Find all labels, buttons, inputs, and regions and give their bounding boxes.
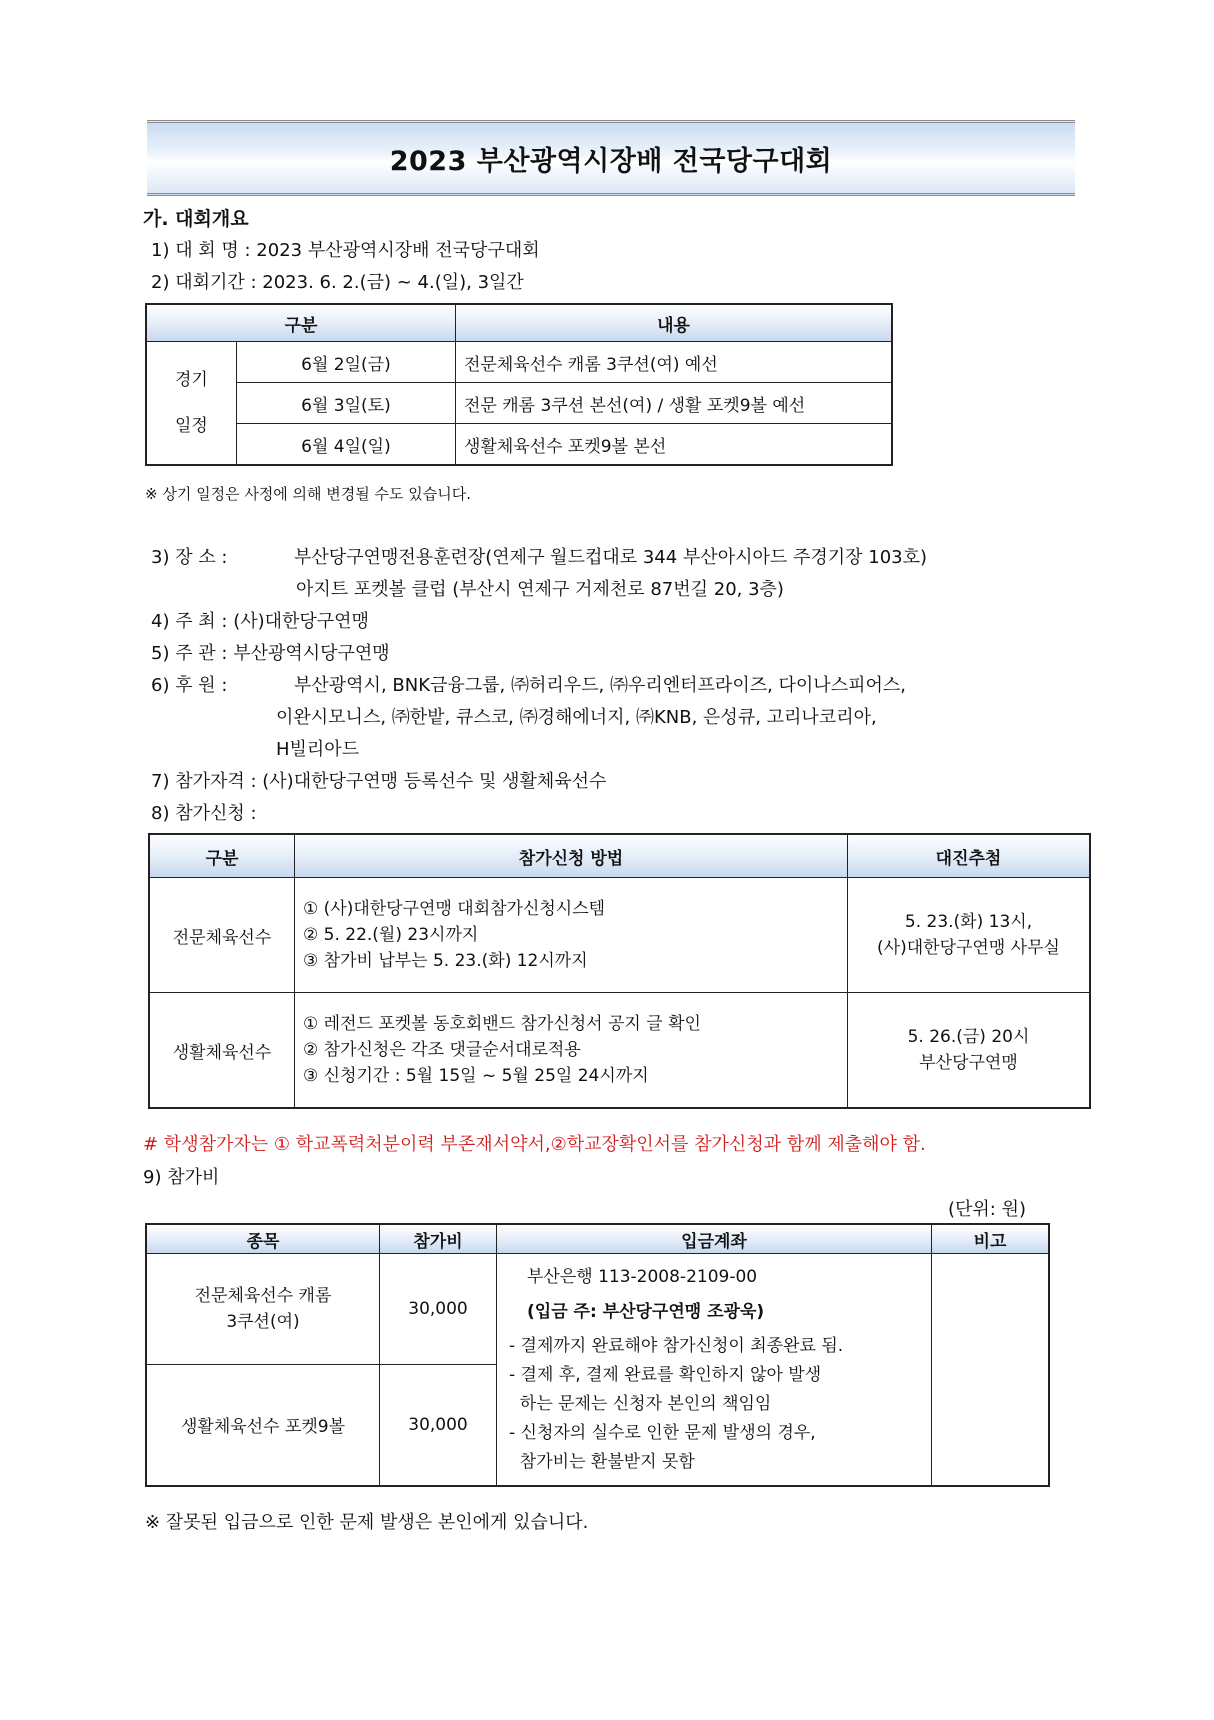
apply-draw: [848, 993, 1091, 1109]
fee-table: [145, 1223, 1050, 1487]
fee-note-line: - 신청자의 실수로 인한 문제 발생의 경우,: [509, 1423, 816, 1443]
schedule-date: 6월 3일(토): [236, 383, 455, 424]
schedule-table: [145, 303, 893, 466]
apply-category: 생활체육선수: [149, 993, 295, 1109]
schedule-header-content: 내용: [456, 304, 893, 342]
apply-draw-line: 5. 26.(금) 20시: [907, 1027, 1030, 1047]
apply-method-item: ② 5. 22.(월) 23시까지: [303, 925, 479, 945]
schedule-note: ※ 상기 일정은 사정에 의해 변경될 수도 있습니다.: [145, 485, 472, 503]
bank-account: 부산은행 113-2008-2109-00: [527, 1267, 758, 1287]
venue-line: 부산당구연맹전용훈련장(연제구 월드컵대로 344 부산아시아드 주경기장 103호): [294, 547, 928, 568]
sponsor-line: H빌리아드: [276, 739, 360, 760]
fee-header-account: 입금계좌: [497, 1224, 932, 1254]
table-row: [146, 342, 892, 383]
application-label: 8) 참가신청 :: [151, 803, 257, 824]
apply-method-item: ① (사)대한당구연맹 대회참가신청시스템: [303, 899, 606, 919]
apply-header-category: 구분: [149, 834, 295, 878]
apply-methods: [295, 993, 848, 1109]
fee-heading: 9) 참가비: [143, 1167, 220, 1188]
sponsor-line: 이완시모니스, ㈜한밭, 큐스코, ㈜경해에너지, ㈜KNB, 은성큐, 고리나코리아,: [276, 707, 877, 728]
table-row: [146, 424, 892, 466]
fee-header-event: 종목: [146, 1224, 380, 1254]
table-row: [146, 383, 892, 424]
apply-draw-line: (사)대한당구연맹 사무실: [877, 938, 1060, 958]
schedule-content: 전문 캐롬 3쿠션 본선(여) / 생활 포켓9볼 예선: [456, 383, 893, 424]
document-title: 2023 부산광역시장배 전국당구대회: [389, 145, 833, 177]
schedule-content: 생활체육선수 포켓9볼 본선: [456, 424, 893, 466]
fee-amount: 30,000: [380, 1254, 497, 1365]
fee-note-line: - 결제 후, 결제 완료를 확인하지 않아 발생: [509, 1365, 822, 1385]
organizer: 5) 주 관 : 부산광역시당구연맹: [151, 643, 390, 664]
schedule-date: 6월 2일(금): [236, 342, 455, 383]
application-table: [148, 833, 1091, 1109]
table-row: [146, 1254, 1049, 1365]
venue-label: 3) 장 소 :: [151, 547, 228, 568]
fee-event-line: 3쿠션(여): [226, 1311, 300, 1332]
fee-note-line: - 결제까지 완료해야 참가신청이 최종완료 됨.: [509, 1336, 844, 1356]
host: 4) 주 최 : (사)대한당구연맹: [151, 611, 369, 632]
fee-remark-cell: [932, 1254, 1050, 1487]
eligibility: 7) 참가자격 : (사)대한당구연맹 등록선수 및 생활체육선수: [151, 771, 607, 792]
sponsor-line: 부산광역시, BNK금융그룹, ㈜허리우드, ㈜우리엔터프라이즈, 다이나스피어스,: [294, 675, 906, 696]
table-row: [149, 993, 1090, 1109]
fee-header-note: 비고: [932, 1224, 1050, 1254]
apply-method-item: ③ 참가비 납부는 5. 23.(화) 12시까지: [303, 951, 588, 971]
fee-amount: 30,000: [380, 1364, 497, 1486]
fee-event: 생활체육선수 포켓9볼: [146, 1364, 380, 1486]
schedule-group-label: 일정: [175, 416, 208, 436]
schedule-header-category: 구분: [146, 304, 456, 342]
venue-line: 아지트 포켓볼 클럽 (부산시 연제구 거제천로 87번길 20, 3층): [296, 579, 784, 600]
schedule-date: 6월 4일(일): [236, 424, 455, 466]
unit-label: (단위: 원): [948, 1199, 1026, 1220]
apply-header-method: 참가신청 방법: [295, 834, 848, 878]
student-note: # 학생참가자는 ① 학교폭력처분이력 부존재서약서,②학교장확인서를 참가신청과 함께 제출해야 함.: [143, 1134, 926, 1155]
fee-note-line: 하는 문제는 신청자 본인의 책임임: [509, 1394, 772, 1414]
apply-draw-line: 5. 23.(화) 13시,: [904, 912, 1033, 932]
footer-note: ※ 잘못된 입금으로 인한 문제 발생은 본인에게 있습니다.: [145, 1512, 589, 1533]
apply-category: 전문체육선수: [149, 878, 295, 993]
apply-draw-line: 부산당구연맹: [919, 1053, 1018, 1073]
apply-methods: [295, 878, 848, 993]
event-period: 2) 대회기간 : 2023. 6. 2.(금) ~ 4.(일), 3일간: [151, 272, 524, 293]
apply-method-item: ② 참가신청은 각조 댓글순서대로적용: [303, 1040, 581, 1060]
schedule-content: 전문체육선수 캐롬 3쿠션(여) 예선: [456, 342, 893, 383]
title-banner: [147, 120, 1075, 196]
table-row: [149, 878, 1090, 993]
fee-note-line: 참가비는 환불받지 못함: [509, 1452, 695, 1472]
fee-header-fee: 참가비: [380, 1224, 497, 1254]
event-name: 1) 대 회 명 : 2023 부산광역시장배 전국당구대회: [151, 240, 540, 261]
apply-header-draw: 대진추첨: [848, 834, 1091, 878]
apply-draw: [848, 878, 1091, 993]
schedule-group-label: 경기: [175, 370, 208, 390]
fee-event-line: 전문체육선수 캐롬: [194, 1285, 332, 1306]
account-holder: (입금 주: 부산당구연맹 조광욱): [527, 1302, 765, 1322]
schedule-group-cell: [146, 342, 236, 466]
apply-method-item: ③ 신청기간 : 5월 15일 ~ 5월 25일 24시까지: [303, 1066, 649, 1086]
section-heading: 가. 대회개요: [143, 208, 249, 230]
fee-account-cell: [497, 1254, 932, 1487]
fee-event: [146, 1254, 380, 1365]
apply-method-item: ① 레전드 포켓볼 동호회밴드 참가신청서 공지 글 확인: [303, 1014, 701, 1034]
sponsor-label: 6) 후 원 :: [151, 675, 228, 696]
